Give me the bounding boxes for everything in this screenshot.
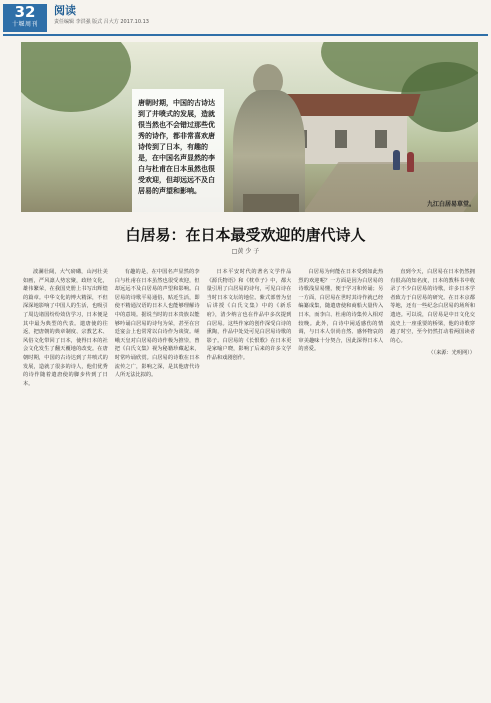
pull-quote: 唐朝时期，中国的古诗达到了井喷式的发展，造就很当然也不会错过那些优秀的诗作，都非常喜欢唐诗传到了日本，有趣的是，在中国名声显然的李白与杜甫在日本虽然也很受欢迎，但却远远不及白居易的声望和影响。 [138,98,215,195]
house-window [335,130,347,148]
article-column [298,268,383,700]
paragraph: 白居易为何能在日本受到如此热烈的欢迎呢？一方面是因为白居易的诗歌浅显易懂，便于学习和传诵；另一方面，白居易在世时其诗作就已经编纂成集，随遣唐使和商船大量传入日本，而李白、杜甫的诗集传入相对较晚。此外，白诗中闲适感伤的情调，与日本人崇尚自然、感怀物哀的审美趣味十分契合，因此深得日本人的喜爱。 [298,269,384,353]
article-body [23,268,475,700]
article-column [207,268,292,700]
page-header [0,0,491,34]
feature-photo [21,42,478,212]
article-column [23,268,108,700]
pull-quote-box [132,89,224,212]
photo-caption: 九江白居易草堂。 [426,201,475,208]
newspaper-brand: 十堰周刊 [11,21,38,28]
statue-pedestal [243,194,299,212]
source-credit: （（来源：光明网）） [428,350,475,357]
paragraph: 波澜壮阔，大气磅礴，山河壮美如画，严风凛人势宏聚，政经文化，雄伟繁荣，在我国史册上书写出辉煌的篇章。中华文化的博大精深，不但深深地影响了中国人的生活，也吸引了周边诸国纷纷效仿学习，日本便是其中最为典型的代表。遣唐使的往返，把唐朝的典章制度、宗教艺术、风俗文化带回了日本，使得日本的社会文化发生了翻天覆地的改变。在唐朝时期，中国的古诗达到了井喷式的发展，造就了很多的诗人，他们优秀的诗作随着遣唐使的脚步传到了日本。 [23,269,108,387]
tree-foliage [21,42,131,112]
page-number: 32 [14,3,36,21]
section-title: 阅读 [54,4,76,17]
paragraph: 直到今天，白居易在日本仍然拥有很高的知名度，日本的教科书中收录了不少白居易的诗歌，许多日本学者致力于白居易的研究。在日本京都等地，还有一些纪念白居易的场所和遗迹。可以说，白居易是中日文化交流史上一座重要的桥梁，他的诗歌穿越了时空，至今仍然打动着两国读者的心。 [390,269,475,344]
article-column [390,268,475,700]
paragraph: 有趣的是，在中国名声显然的李白与杜甫在日本虽然也很受欢迎，但却远远不及白居易的声望和影响。白居易的诗歌平易通俗，贴近生活，即使不精通汉语的日本人也能够理解诗中的意境。据说当时的日本贵族以能够吟诵白居易的诗句为荣，甚至在宫廷宴会上也常常以白诗作为谈资。嵯峨天皇对白居易的诗作极为推崇，曾把《白氏文集》视为秘籍珍藏起来，时常吟诵欣赏。白居易的诗歌在日本流传之广，影响之深，是其他唐代诗人所无法比拟的。 [114,269,200,379]
editor-meta: 责任编辑 李洪强 版式 吕大方 2017.10.13 [54,19,149,25]
article-byline: □黄 少 子 [231,248,260,255]
visitor-figure [407,152,414,172]
article-title: 白居易：在日本最受欢迎的唐代诗人 [125,226,366,244]
house-window [375,130,387,148]
visitor-figure [393,150,400,170]
page-number-badge [3,4,47,32]
article-column [115,268,200,700]
header-rule [3,34,488,36]
paragraph: 日本平安时代的著名文学作品《源氏物语》和《枕草子》中，都大量引用了白居易的诗句，可见白诗在当时日本文坛的地位。紫式部曾为皇后讲授《白氏文集》中的《新乐府》，清少纳言也在作品中多次提到白居易。这些作家的创作深受白诗的熏陶，作品中处处可见白居易诗歌的影子。白居易的《长恨歌》在日本更是家喻户晓，影响了后来的许多文学作品和戏剧创作。 [206,269,292,361]
